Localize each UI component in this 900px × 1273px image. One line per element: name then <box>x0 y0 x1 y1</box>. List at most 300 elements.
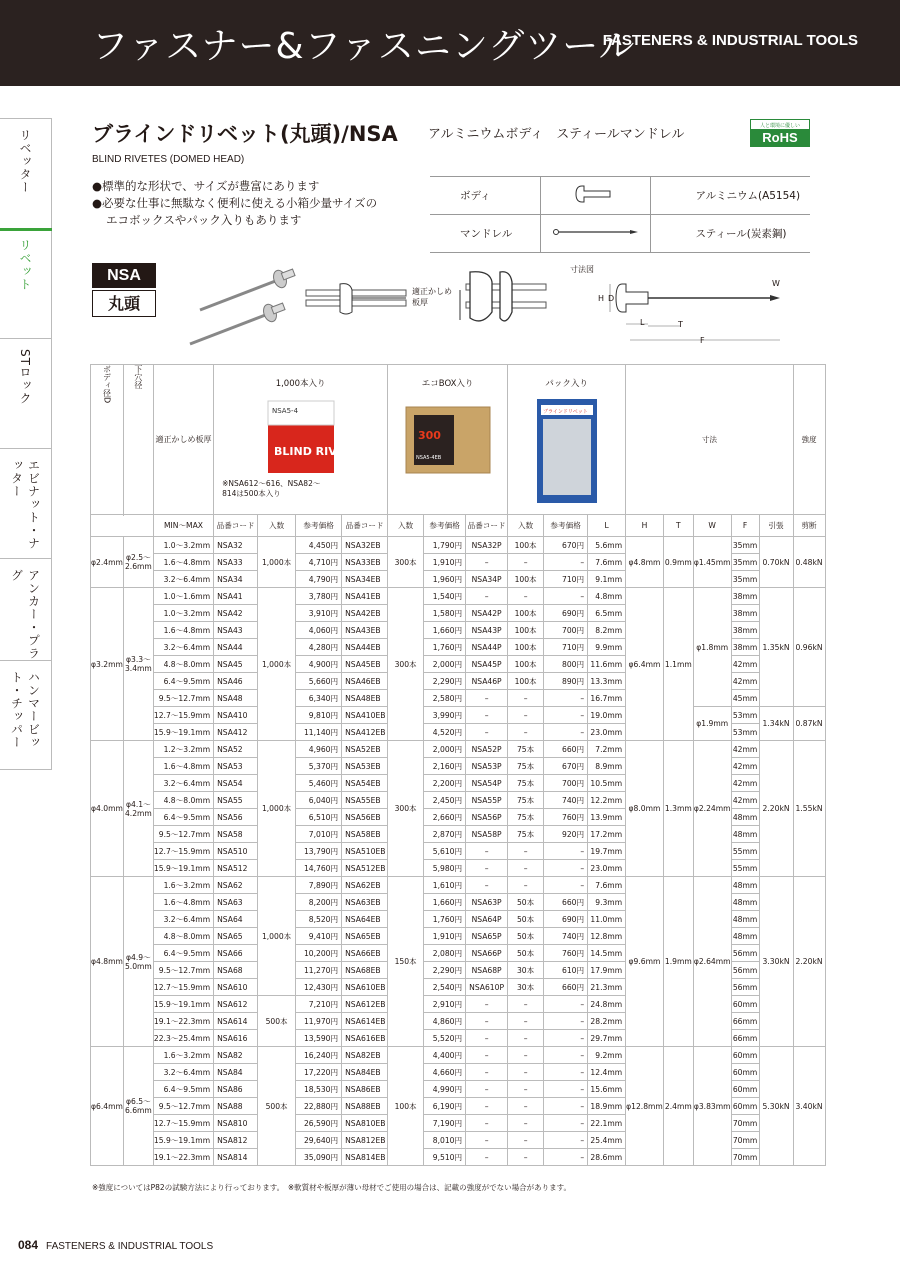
dim-label-l: L <box>640 318 645 327</box>
pack-price-cell: – <box>544 588 588 605</box>
length-cell: 16.7mm <box>588 690 626 707</box>
pack-code-cell: – <box>466 877 508 894</box>
dim-label-w: W <box>772 279 780 288</box>
pack-code-cell: NSA43P <box>466 622 508 639</box>
eco-price-cell: 1,910円 <box>424 928 466 945</box>
total-length-cell: 56mm <box>731 945 759 962</box>
eco-price-cell: 1,760円 <box>424 911 466 928</box>
pack-price-cell: 700円 <box>544 622 588 639</box>
eco-price-cell: 1,540円 <box>424 588 466 605</box>
hole-diameter-cell: φ6.5～6.6mm <box>123 1047 153 1166</box>
pack-qty-cell: 50本 <box>508 894 544 911</box>
feature-list <box>92 178 377 229</box>
price-cell: 13,790円 <box>296 843 342 860</box>
eco-code-cell: NSA53EB <box>342 758 388 775</box>
length-cell: 12.8mm <box>588 928 626 945</box>
code-cell: NSA812 <box>214 1132 258 1149</box>
pack-qty-cell: – <box>508 1064 544 1081</box>
code-cell: NSA46 <box>214 673 258 690</box>
price-cell: 4,280円 <box>296 639 342 656</box>
shear-cell: 3.40kN <box>793 1047 825 1166</box>
subheader-cell: F <box>731 515 759 537</box>
grip-range-cell: 4.8～8.0mm <box>153 928 213 945</box>
eco-code-cell: NSA512EB <box>342 860 388 877</box>
total-length-cell: 42mm <box>731 775 759 792</box>
eco-price-cell: 2,540円 <box>424 979 466 996</box>
pack-qty-cell: – <box>508 554 544 571</box>
length-cell: 4.8mm <box>588 588 626 605</box>
total-length-cell: 60mm <box>731 1081 759 1098</box>
price-cell: 5,370円 <box>296 758 342 775</box>
grip-range-cell: 22.3～25.4mm <box>153 1030 213 1047</box>
shear-cell: 0.96kN <box>793 588 825 707</box>
eco-code-cell: NSA64EB <box>342 911 388 928</box>
body-diameter-cell: φ4.8mm <box>91 877 124 1047</box>
eco-qty-cell: 100本 <box>388 1047 424 1166</box>
length-cell: 29.7mm <box>588 1030 626 1047</box>
grip-range-cell: 4.8～8.0mm <box>153 656 213 673</box>
total-length-cell: 53mm <box>731 724 759 741</box>
grip-range-cell: 9.5～12.7mm <box>153 1098 213 1115</box>
price-cell: 6,040円 <box>296 792 342 809</box>
total-length-cell: 35mm <box>731 537 759 554</box>
header-pack <box>508 365 626 515</box>
pack-price-cell: 670円 <box>544 758 588 775</box>
tensile-cell: 2.20kN <box>759 741 793 877</box>
eco-price-cell: 5,980円 <box>424 860 466 877</box>
eco-code-cell: NSA68EB <box>342 962 388 979</box>
pack-code-cell: – <box>466 1081 508 1098</box>
eco-price-cell: 2,450円 <box>424 792 466 809</box>
pack-price-cell: – <box>544 724 588 741</box>
price-cell: 18,530円 <box>296 1081 342 1098</box>
subheader-cell: W <box>693 515 731 537</box>
total-length-cell: 60mm <box>731 1098 759 1115</box>
code-cell: NSA44 <box>214 639 258 656</box>
total-length-cell: 35mm <box>731 554 759 571</box>
pack-price-cell: 660円 <box>544 741 588 758</box>
pack-price-cell: 890円 <box>544 673 588 690</box>
sidebar-tab-hammer-bit[interactable]: ハンマービット・チッパー <box>0 660 52 770</box>
eco-box-photo-icon <box>400 397 496 477</box>
price-cell: 3,780円 <box>296 588 342 605</box>
pack-qty-cell: – <box>508 996 544 1013</box>
pack-qty-cell: – <box>508 1030 544 1047</box>
total-length-cell: 56mm <box>731 979 759 996</box>
pack-price-cell: 660円 <box>544 894 588 911</box>
tensile-cell: 3.30kN <box>759 877 793 1047</box>
subheader-cell: T <box>663 515 693 537</box>
pack-code-cell: NSA52P <box>466 741 508 758</box>
pack-price-cell: – <box>544 707 588 724</box>
dim-label-f: F <box>700 336 705 345</box>
pack-price-cell: 710円 <box>544 571 588 588</box>
total-length-cell: 48mm <box>731 911 759 928</box>
price-cell: 14,760円 <box>296 860 342 877</box>
product-title-en: BLIND RIVETES (DOMED HEAD) <box>92 154 245 165</box>
price-cell: 11,140円 <box>296 724 342 741</box>
pack-price-cell: – <box>544 1149 588 1166</box>
eco-price-cell: 1,760円 <box>424 639 466 656</box>
eco-price-cell: 4,400円 <box>424 1047 466 1064</box>
length-cell: 6.5mm <box>588 605 626 622</box>
eco-qty-cell: 300本 <box>388 537 424 588</box>
pack-code-cell: – <box>466 843 508 860</box>
pack-qty-cell: – <box>508 724 544 741</box>
price-cell: 29,640円 <box>296 1132 342 1149</box>
pack-price-cell: 800円 <box>544 656 588 673</box>
eco-price-cell: 2,870円 <box>424 826 466 843</box>
eco-code-cell: NSA410EB <box>342 707 388 724</box>
pack-qty-cell: – <box>508 877 544 894</box>
pack-price-cell: – <box>544 1013 588 1030</box>
pack-price-cell: – <box>544 1030 588 1047</box>
header-grip <box>153 365 213 515</box>
subheader-cell: L <box>588 515 626 537</box>
pack-code-cell: NSA64P <box>466 911 508 928</box>
code-cell: NSA53 <box>214 758 258 775</box>
subheader-cell: 参考価格 <box>296 515 342 537</box>
code-cell: NSA88 <box>214 1098 258 1115</box>
grip-range-cell: 9.5～12.7mm <box>153 826 213 843</box>
grip-range-cell: 12.7～15.9mm <box>153 1115 213 1132</box>
code-cell: NSA56 <box>214 809 258 826</box>
eco-price-cell: 2,000円 <box>424 656 466 673</box>
code-cell: NSA34 <box>214 571 258 588</box>
qty-cell: 1,000本 <box>258 588 296 741</box>
table-row <box>91 588 826 605</box>
header-body-diameter <box>91 365 124 515</box>
pack-price-cell: 740円 <box>544 928 588 945</box>
pack-qty-cell: 75本 <box>508 758 544 775</box>
pack-code-cell: – <box>466 690 508 707</box>
pack-qty-cell: – <box>508 1081 544 1098</box>
mandrel-diameter-cell: φ2.24mm <box>693 741 731 877</box>
price-cell: 12,430円 <box>296 979 342 996</box>
eco-code-cell: NSA52EB <box>342 741 388 758</box>
price-cell: 13,590円 <box>296 1030 342 1047</box>
pack-price-cell: – <box>544 690 588 707</box>
code-cell: NSA66 <box>214 945 258 962</box>
pack-code-cell: NSA53P <box>466 758 508 775</box>
product-spec-table <box>90 364 826 1166</box>
code-cell: NSA52 <box>214 741 258 758</box>
eco-code-cell: NSA66EB <box>342 945 388 962</box>
total-length-cell: 70mm <box>731 1149 759 1166</box>
pack-code-cell: NSA65P <box>466 928 508 945</box>
total-length-cell: 60mm <box>731 1047 759 1064</box>
eco-code-cell: NSA55EB <box>342 792 388 809</box>
dimension-diagram <box>610 284 780 340</box>
grip-range-cell: 15.9～19.1mm <box>153 1132 213 1149</box>
head-thickness-cell: 1.9mm <box>663 877 693 1047</box>
pack-code-cell: NSA610P <box>466 979 508 996</box>
code-cell: NSA58 <box>214 826 258 843</box>
tensile-cell: 1.35kN <box>759 588 793 707</box>
eco-qty-cell: 150本 <box>388 877 424 1047</box>
length-cell: 10.5mm <box>588 775 626 792</box>
eco-price-cell: 1,910円 <box>424 554 466 571</box>
pack-price-cell: – <box>544 843 588 860</box>
pack-qty-cell: 75本 <box>508 826 544 843</box>
eco-code-cell: NSA63EB <box>342 894 388 911</box>
length-cell: 9.1mm <box>588 571 626 588</box>
total-length-cell: 38mm <box>731 588 759 605</box>
pack-code-cell: NSA66P <box>466 945 508 962</box>
length-cell: 17.2mm <box>588 826 626 843</box>
page-footer <box>18 1238 213 1252</box>
pack-code-cell: – <box>466 707 508 724</box>
eco-price-cell: 8,010円 <box>424 1132 466 1149</box>
length-cell: 19.7mm <box>588 843 626 860</box>
rivet-body-icon <box>540 177 650 215</box>
code-cell: NSA614 <box>214 1013 258 1030</box>
length-cell: 9.2mm <box>588 1047 626 1064</box>
head-diameter-cell: φ8.0mm <box>626 741 664 877</box>
code-cell: NSA55 <box>214 792 258 809</box>
grip-range-cell: 1.6～4.8mm <box>153 894 213 911</box>
qty-cell: 1,000本 <box>258 741 296 877</box>
sidebar-tab-riveter[interactable]: リベッター <box>0 118 52 228</box>
dim-label-h: H <box>598 294 605 303</box>
length-cell: 19.0mm <box>588 707 626 724</box>
code-cell: NSA610 <box>214 979 258 996</box>
price-cell: 11,970円 <box>296 1013 342 1030</box>
total-length-cell: 56mm <box>731 962 759 979</box>
grip-range-cell: 15.9～19.1mm <box>153 996 213 1013</box>
product-subtitle: アルミニウムボディ スティールマンドレル <box>428 127 685 142</box>
pack-code-cell: – <box>466 724 508 741</box>
subheader-cell: H <box>626 515 664 537</box>
subheader-cell: 入数 <box>508 515 544 537</box>
pack-photo-icon <box>531 397 603 507</box>
price-cell: 3,910円 <box>296 605 342 622</box>
header-spacer <box>91 515 154 537</box>
code-cell: NSA810 <box>214 1115 258 1132</box>
pack-qty-cell: – <box>508 1149 544 1166</box>
pack-code-cell: NSA58P <box>466 826 508 843</box>
price-cell: 9,810円 <box>296 707 342 724</box>
body-diameter-cell: φ3.2mm <box>91 588 124 741</box>
grip-range-cell: 1.6～3.2mm <box>153 877 213 894</box>
total-length-cell: 60mm <box>731 996 759 1013</box>
subheader-cell: 入数 <box>258 515 296 537</box>
price-cell: 17,220円 <box>296 1064 342 1081</box>
eco-code-cell: NSA56EB <box>342 809 388 826</box>
body-diameter-cell: φ2.4mm <box>91 537 124 588</box>
spec-row-mandrel <box>430 215 810 253</box>
eco-box-code-text: NSA5-4EB <box>415 455 441 461</box>
footnote: ※強度についてはP82の試験方法により行っております。 ※軟質材や板厚が薄い母材でご使用の場合は、記載の強度がでない場合があります。 <box>92 1183 572 1192</box>
page-number: 084 <box>18 1238 39 1252</box>
pack-qty-cell: – <box>508 690 544 707</box>
pack-price-cell: 740円 <box>544 792 588 809</box>
price-cell: 11,270円 <box>296 962 342 979</box>
sidebar-tab-ebinut[interactable]: エビナット・ナッター <box>0 448 52 558</box>
pack-qty-cell: 50本 <box>508 911 544 928</box>
pack-price-cell: 670円 <box>544 537 588 554</box>
code-cell: NSA612 <box>214 996 258 1013</box>
eco-price-cell: 7,190円 <box>424 1115 466 1132</box>
total-length-cell: 38mm <box>731 639 759 656</box>
eco-code-cell: NSA614EB <box>342 1013 388 1030</box>
header-label: ボディ径D <box>102 365 112 404</box>
grip-range-cell: 12.7～15.9mm <box>153 979 213 996</box>
installation-diagram-1 <box>306 284 406 314</box>
grip-range-cell: 1.6～4.8mm <box>153 758 213 775</box>
pack-qty-cell: – <box>508 588 544 605</box>
qty-cell: 500本 <box>258 996 296 1047</box>
pack-code-cell: NSA54P <box>466 775 508 792</box>
sidebar-tab-anchor[interactable]: アンカー・プラグ <box>0 558 52 660</box>
eco-price-cell: 2,290円 <box>424 962 466 979</box>
grip-range-cell: 1.6～4.8mm <box>153 622 213 639</box>
total-length-cell: 55mm <box>731 843 759 860</box>
subheader-cell: 剪断 <box>793 515 825 537</box>
sidebar-tab-rivet[interactable]: リベット <box>0 228 52 338</box>
product-title: ブラインドリベット(丸頭)/NSA <box>92 122 398 146</box>
sidebar-tab-st-lock[interactable]: STロック <box>0 338 52 448</box>
pack-qty-cell: 75本 <box>508 775 544 792</box>
total-length-cell: 60mm <box>731 1064 759 1081</box>
grip-range-cell: 3.2～6.4mm <box>153 571 213 588</box>
eco-code-cell: NSA616EB <box>342 1030 388 1047</box>
header-label: 適正かしめ板厚 <box>155 435 212 444</box>
length-cell: 23.0mm <box>588 860 626 877</box>
eco-price-cell: 4,520円 <box>424 724 466 741</box>
length-cell: 13.9mm <box>588 809 626 826</box>
eco-code-cell: NSA88EB <box>342 1098 388 1115</box>
shear-cell: 0.87kN <box>793 707 825 741</box>
tensile-cell: 5.30kN <box>759 1047 793 1166</box>
eco-code-cell: NSA510EB <box>342 843 388 860</box>
pack-code-cell: NSA55P <box>466 792 508 809</box>
total-length-cell: 42mm <box>731 656 759 673</box>
pack-qty-cell: 75本 <box>508 792 544 809</box>
code-cell: NSA48 <box>214 690 258 707</box>
grip-range-cell: 19.1～22.3mm <box>153 1149 213 1166</box>
grip-range-cell: 6.4～9.5mm <box>153 945 213 962</box>
eco-code-cell: NSA45EB <box>342 656 388 673</box>
eco-code-cell: NSA810EB <box>342 1115 388 1132</box>
eco-code-cell: NSA84EB <box>342 1064 388 1081</box>
total-length-cell: 48mm <box>731 809 759 826</box>
price-cell: 4,790円 <box>296 571 342 588</box>
eco-code-cell: NSA46EB <box>342 673 388 690</box>
spec-row-body <box>430 177 810 215</box>
grip-range-cell: 1.0～1.6mm <box>153 588 213 605</box>
pack-qty-cell: 100本 <box>508 656 544 673</box>
length-cell: 11.0mm <box>588 911 626 928</box>
qty-cell: 500本 <box>258 1047 296 1166</box>
rivet-illustrations <box>170 262 810 352</box>
pack-code-cell: – <box>466 588 508 605</box>
dim-label-t: T <box>678 320 683 329</box>
mandrel-diameter-cell: φ3.83mm <box>693 1047 731 1166</box>
product-table-wrapper <box>90 364 826 1166</box>
header-1000-box <box>214 365 388 515</box>
grip-range-cell: 3.2～6.4mm <box>153 775 213 792</box>
grip-range-cell: 12.7～15.9mm <box>153 707 213 724</box>
price-cell: 4,900円 <box>296 656 342 673</box>
header-title-jp: ファスナー&ファスニングツール <box>92 26 636 67</box>
header-eco-box <box>388 365 508 515</box>
eco-code-cell: NSA82EB <box>342 1047 388 1064</box>
table-row <box>91 741 826 758</box>
code-cell: NSA42 <box>214 605 258 622</box>
feature-item: ●必要な仕事に無駄なく便利に使える小箱少量サイズの <box>92 196 378 210</box>
grip-range-cell: 1.2～3.2mm <box>153 741 213 758</box>
header-title-en: FASTENERS & INDUSTRIAL TOOLS <box>602 32 858 49</box>
pack-qty-cell: – <box>508 843 544 860</box>
length-cell: 8.9mm <box>588 758 626 775</box>
total-length-cell: 42mm <box>731 758 759 775</box>
pack-qty-cell: 75本 <box>508 809 544 826</box>
grip-label: 適正かしめ板厚 <box>412 287 452 307</box>
code-cell: NSA616 <box>214 1030 258 1047</box>
eco-price-cell: 4,660円 <box>424 1064 466 1081</box>
eco-box-count-text: 300 <box>417 429 441 442</box>
feature-item: ●標準的な形状で、サイズが豊富にあります <box>92 179 320 193</box>
eco-price-cell: 1,790円 <box>424 537 466 554</box>
length-cell: 23.0mm <box>588 724 626 741</box>
pack-price-cell: – <box>544 1098 588 1115</box>
length-cell: 28.2mm <box>588 1013 626 1030</box>
pack-price-cell: 660円 <box>544 979 588 996</box>
eco-price-cell: 2,200円 <box>424 775 466 792</box>
pack-qty-cell: 100本 <box>508 622 544 639</box>
header-hole-diameter <box>123 365 153 515</box>
code-cell: NSA64 <box>214 911 258 928</box>
length-cell: 8.2mm <box>588 622 626 639</box>
length-cell: 9.3mm <box>588 894 626 911</box>
head-thickness-cell: 1.1mm <box>663 588 693 741</box>
price-cell: 4,450円 <box>296 537 342 554</box>
mandrel-diameter-cell: φ1.45mm <box>693 537 731 588</box>
price-cell: 5,660円 <box>296 673 342 690</box>
price-cell: 16,240円 <box>296 1047 342 1064</box>
total-length-cell: 53mm <box>731 707 759 724</box>
code-cell: NSA412 <box>214 724 258 741</box>
pack-price-cell: 690円 <box>544 911 588 928</box>
code-cell: NSA84 <box>214 1064 258 1081</box>
length-cell: 7.6mm <box>588 554 626 571</box>
pack-qty-cell: 100本 <box>508 571 544 588</box>
box-brand-text: BLIND RIVET <box>273 445 352 458</box>
header-label: 下穴径 <box>133 365 143 389</box>
length-cell: 14.5mm <box>588 945 626 962</box>
pack-code-cell: NSA46P <box>466 673 508 690</box>
price-cell: 8,200円 <box>296 894 342 911</box>
price-cell: 26,590円 <box>296 1115 342 1132</box>
material-spec-table <box>430 176 810 253</box>
length-cell: 12.4mm <box>588 1064 626 1081</box>
pack-code-cell: NSA45P <box>466 656 508 673</box>
grip-range-cell: 12.7～15.9mm <box>153 843 213 860</box>
eco-price-cell: 1,660円 <box>424 622 466 639</box>
eco-price-cell: 4,990円 <box>424 1081 466 1098</box>
pack-code-cell: NSA63P <box>466 894 508 911</box>
pack-code-cell: – <box>466 1098 508 1115</box>
pack-price-cell: – <box>544 1081 588 1098</box>
head-thickness-cell: 2.4mm <box>663 1047 693 1166</box>
mandrel-diameter-cell: φ1.8mm <box>693 588 731 707</box>
eco-code-cell: NSA42EB <box>342 605 388 622</box>
tensile-cell: 1.34kN <box>759 707 793 741</box>
length-cell: 22.1mm <box>588 1115 626 1132</box>
eco-price-cell: 1,660円 <box>424 894 466 911</box>
price-cell: 4,960円 <box>296 741 342 758</box>
